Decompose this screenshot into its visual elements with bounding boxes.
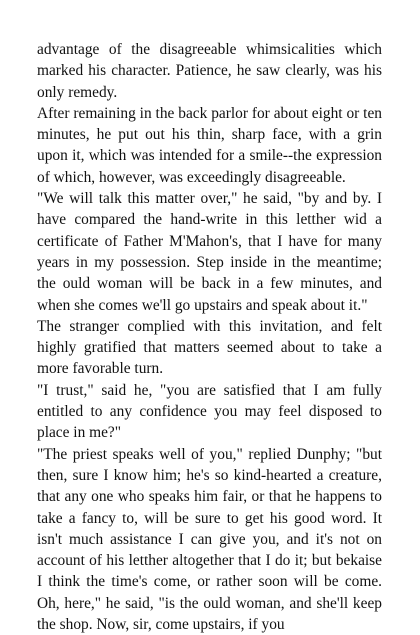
- paragraph-dunphy-talk: "We will talk this matter over," he said, "by and by. I have compared the hand-write in this letther wid a certificate of Father M'Mahon's, that I have for many years in my possession. Step inside in the meantime; the ould woman will be back in a few minutes, and when she comes we'll go upstairs and speak about it.": [37, 190, 382, 314]
- paragraph-stranger-complied: The stranger complied with this invitation, and felt highly gratified that matters seemed about to take a more favorable turn.: [37, 317, 382, 378]
- paragraph-i-trust: "I trust," said he, "you are satisfied that I am fully entitled to any confidence you may feel disposed to place in me?": [37, 381, 382, 442]
- paragraph-back-parlor: After remaining in the back parlor for about eight or ten minutes, he put out his thin, sharp face, with a grin upon it, which was intended for a smile--the expression of which, however, was exceedingly disagreeable.: [37, 104, 382, 186]
- paragraph-priest-speaks: "The priest speaks well of you," replied Dunphy; "but then, sure I know him; he's so kind-hearted a creature, that any one who speaks him fair, or that he happens to take a fancy to, will be sure to get his good word. It isn't much assistance I can give you, and it's not on account of his letther altogether that I do it; but bekaise I think the time's come, or rather soon will be come. Oh, here," he said, "is the ould woman, and she'll keep the shop. Now, sir, come upstairs, if you: [37, 445, 382, 634]
- book-page-text: [37, 39, 382, 635]
- paragraph-continuation: advantage of the disagreeable whimsicalities which marked his character. Patience, he saw clearly, was his only remedy.: [37, 41, 382, 101]
